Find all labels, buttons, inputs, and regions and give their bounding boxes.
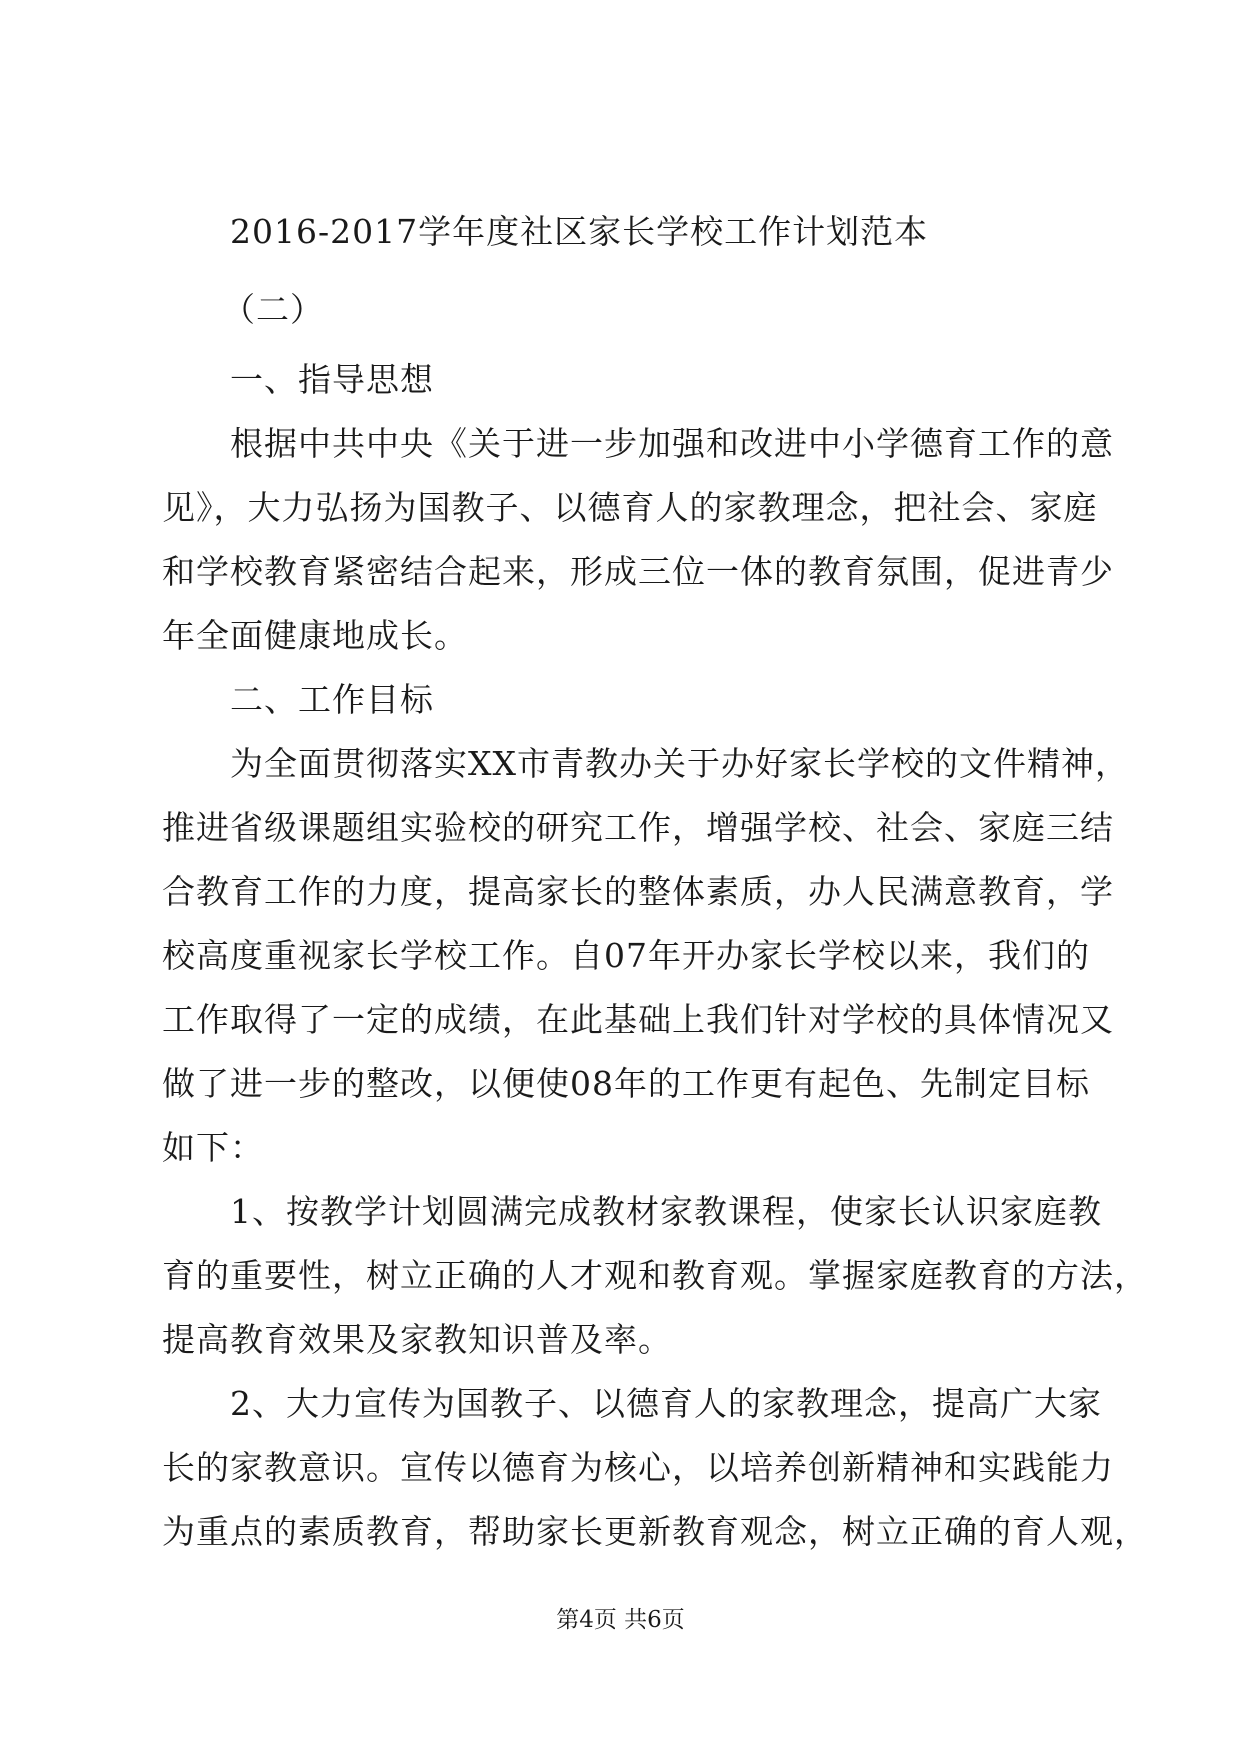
paragraph-line: 推进省级课题组实验校的研究工作，增强学校、社会、家庭三结 — [162, 808, 1114, 847]
list-item-line: 2、大力宣传为国教子、以德育人的家教理念，提高广大家 — [230, 1384, 1102, 1423]
paragraph-line: 如下： — [162, 1128, 264, 1167]
page-number-footer: 第4页 共6页 — [556, 1607, 685, 1633]
document-subtitle: （二） — [222, 290, 324, 329]
document-title: 2016-2017学年度社区家长学校工作计划范本 — [230, 212, 929, 251]
list-item-line: 长的家教意识。宣传以德育为核心，以培养创新精神和实践能力 — [162, 1448, 1114, 1487]
paragraph-line: 根据中共中央《关于进一步加强和改进中小学德育工作的意 — [230, 424, 1114, 463]
list-item-line: 1、按教学计划圆满完成教材家教课程，使家长认识家庭教 — [230, 1192, 1102, 1231]
paragraph-line: 合教育工作的力度，提高家长的整体素质，办人民满意教育，学 — [162, 872, 1114, 911]
paragraph-line: 工作取得了一定的成绩，在此基础上我们针对学校的具体情况又 — [162, 1000, 1114, 1039]
list-item-line: 育的重要性，树立正确的人才观和教育观。掌握家庭教育的方法， — [162, 1256, 1148, 1295]
paragraph-line: 做了进一步的整改，以便使08年的工作更有起色、先制定目标 — [162, 1064, 1090, 1103]
paragraph-line: 年全面健康地成长。 — [162, 616, 468, 655]
section-heading: 一、指导思想 — [230, 360, 434, 399]
list-item-line: 提高教育效果及家教知识普及率。 — [162, 1320, 672, 1359]
section-heading: 二、工作目标 — [230, 680, 434, 719]
paragraph-line: 和学校教育紧密结合起来，形成三位一体的教育氛围，促进青少 — [162, 552, 1114, 591]
paragraph-line: 校高度重视家长学校工作。自07年开办家长学校以来，我们的 — [162, 936, 1090, 975]
paragraph-line: 见》，大力弘扬为国教子、以德育人的家教理念，把社会、家庭 — [162, 488, 1098, 527]
paragraph-line: 为全面贯彻落实XX市青教办关于办好家长学校的文件精神， — [230, 744, 1129, 783]
list-item-line: 为重点的素质教育，帮助家长更新教育观念，树立正确的育人观， — [162, 1512, 1148, 1551]
